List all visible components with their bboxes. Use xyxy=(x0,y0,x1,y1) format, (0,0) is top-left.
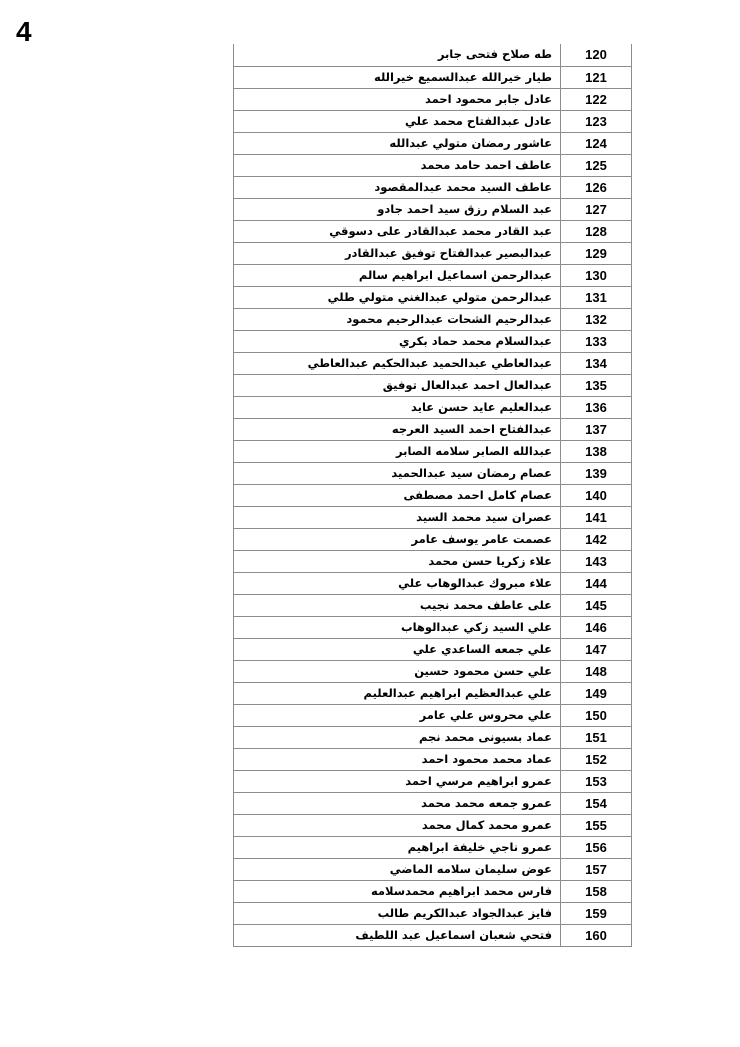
name-cell: عبدالعال احمد عبدالعال توفيق xyxy=(382,378,552,392)
table-row xyxy=(234,374,631,396)
table-row xyxy=(234,572,631,594)
number-cell: 149 xyxy=(560,683,631,704)
table-row xyxy=(234,528,631,550)
name-cell: طه صلاح فتحى جابر xyxy=(437,47,552,61)
table-row xyxy=(234,792,631,814)
name-cell: علي جمعه الساعدي علي xyxy=(412,642,552,656)
number-cell: 139 xyxy=(560,463,631,484)
number-cell: 123 xyxy=(560,111,631,132)
table-row xyxy=(234,836,631,858)
name-cell: عمرو ناجي خليفة ابراهيم xyxy=(407,840,552,854)
table-row xyxy=(234,814,631,836)
name-cell: عبدالعليم عايد حسن عايد xyxy=(411,400,552,414)
table-row xyxy=(234,616,631,638)
number-cell: 148 xyxy=(560,661,631,682)
table-row xyxy=(234,594,631,616)
table-row xyxy=(234,440,631,462)
table-row xyxy=(234,704,631,726)
page-number: 4 xyxy=(16,16,32,47)
number-cell: 121 xyxy=(560,67,631,88)
number-cell: 141 xyxy=(560,507,631,528)
number-cell: 152 xyxy=(560,749,631,770)
name-cell: عاشور رمضان متولي عبدالله xyxy=(389,136,552,150)
table-row xyxy=(234,154,631,176)
table-row xyxy=(234,132,631,154)
number-cell: 126 xyxy=(560,177,631,198)
table-row xyxy=(234,880,631,902)
name-cell: عبدالرحمن اسماعيل ابراهيم سالم xyxy=(358,268,552,282)
name-cell: عبدالسلام محمد حماد بكري xyxy=(398,334,552,348)
name-cell: عصمت عامر يوسف عامر xyxy=(411,532,552,546)
table-row xyxy=(234,264,631,286)
number-cell: 137 xyxy=(560,419,631,440)
name-cell: علي عبدالعظيم ابراهيم عبدالعليم xyxy=(363,686,552,700)
name-cell: عبدالعاطي عبدالحميد عبدالحكيم عبدالعاطي xyxy=(307,356,552,370)
number-cell: 133 xyxy=(560,331,631,352)
name-cell: علاء زكريا حسن محمد xyxy=(428,554,552,568)
name-cell: عادل عبدالفتاح محمد علي xyxy=(404,114,552,128)
number-cell: 140 xyxy=(560,485,631,506)
number-cell: 125 xyxy=(560,155,631,176)
name-cell: عاطف احمد حامد محمد xyxy=(420,158,552,172)
table-row xyxy=(234,726,631,748)
number-cell: 120 xyxy=(560,44,631,66)
number-cell: 136 xyxy=(560,397,631,418)
name-cell: عماد بسيونى محمد نجم xyxy=(418,730,552,744)
name-cell: علي حسن محمود حسين xyxy=(414,664,552,678)
table-row xyxy=(234,242,631,264)
table-row xyxy=(234,220,631,242)
name-cell: فارس محمد ابراهيم محمدسلامه xyxy=(370,884,552,898)
table-row xyxy=(234,308,631,330)
name-cell: عبدالفتاح احمد السيد العرجه xyxy=(391,422,552,436)
name-cell: علي السيد زكي عبدالوهاب xyxy=(401,620,552,634)
number-cell: 132 xyxy=(560,309,631,330)
table-row xyxy=(234,682,631,704)
name-cell: عصران سيد محمد السيد xyxy=(416,510,552,524)
name-cell: علاء مبروك عبدالوهاب علي xyxy=(398,576,552,590)
table-row xyxy=(234,484,631,506)
number-cell: 145 xyxy=(560,595,631,616)
number-cell: 159 xyxy=(560,903,631,924)
number-cell: 160 xyxy=(560,925,631,946)
name-cell: فايز عبدالجواد عبدالكريم طالب xyxy=(377,906,552,920)
table-row xyxy=(234,638,631,660)
number-cell: 138 xyxy=(560,441,631,462)
table-row xyxy=(234,924,631,946)
table-row xyxy=(234,506,631,528)
table-row xyxy=(234,660,631,682)
number-cell: 135 xyxy=(560,375,631,396)
table-row xyxy=(234,330,631,352)
number-cell: 127 xyxy=(560,199,631,220)
number-cell: 122 xyxy=(560,89,631,110)
number-cell: 143 xyxy=(560,551,631,572)
name-cell: عماد محمد محمود احمد xyxy=(421,752,552,766)
table-row xyxy=(234,352,631,374)
name-cell: عادل جابر محمود احمد xyxy=(425,92,552,106)
name-cell: طيار خيرالله عبدالسميع خيرالله xyxy=(373,70,552,84)
name-cell: عبد القادر محمد عبدالقادر على دسوقي xyxy=(329,224,552,238)
number-cell: 130 xyxy=(560,265,631,286)
number-cell: 147 xyxy=(560,639,631,660)
number-cell: 156 xyxy=(560,837,631,858)
name-cell: عمرو ابراهيم مرسي احمد xyxy=(405,774,552,788)
number-cell: 155 xyxy=(560,815,631,836)
number-cell: 154 xyxy=(560,793,631,814)
name-cell: عمرو جمعه محمد محمد xyxy=(421,796,552,810)
number-cell: 134 xyxy=(560,353,631,374)
table-row xyxy=(234,770,631,792)
number-cell: 151 xyxy=(560,727,631,748)
table-row xyxy=(234,44,631,66)
name-cell: عصام كامل احمد مصطفى xyxy=(403,488,552,502)
number-cell: 144 xyxy=(560,573,631,594)
table-row xyxy=(234,748,631,770)
number-cell: 124 xyxy=(560,133,631,154)
number-cell: 131 xyxy=(560,287,631,308)
table-row xyxy=(234,286,631,308)
name-cell: عبدالله الصابر سلامه الصابر xyxy=(395,444,552,458)
table-row xyxy=(234,902,631,924)
table-row xyxy=(234,462,631,484)
number-cell: 129 xyxy=(560,243,631,264)
table-row xyxy=(234,110,631,132)
name-cell: فتحي شعبان اسماعيل عبد اللطيف xyxy=(355,928,552,942)
table-row xyxy=(234,418,631,440)
table-row xyxy=(234,396,631,418)
name-cell: عبدالرحيم الشحات عبدالرحيم محمود xyxy=(346,312,552,326)
number-cell: 146 xyxy=(560,617,631,638)
names-table xyxy=(233,44,632,947)
number-cell: 157 xyxy=(560,859,631,880)
name-cell: عبدالبصير عبدالفتاح توفيق عبدالقادر xyxy=(344,246,552,260)
name-cell: عصام رمضان سيد عبدالحميد xyxy=(391,466,552,480)
number-cell: 153 xyxy=(560,771,631,792)
table-row xyxy=(234,176,631,198)
number-cell: 158 xyxy=(560,881,631,902)
name-cell: عاطف السيد محمد عبدالمقصود xyxy=(374,180,552,194)
number-cell: 150 xyxy=(560,705,631,726)
name-cell: عبد السلام رزق سيد احمد جادو xyxy=(377,202,552,216)
table-row xyxy=(234,198,631,220)
number-cell: 128 xyxy=(560,221,631,242)
name-cell: عوض سليمان سلامه الماضي xyxy=(389,862,552,876)
name-cell: عبدالرحمن متولي عبدالغني متولي طلي xyxy=(327,290,552,304)
name-cell: على عاطف محمد نجيب xyxy=(419,598,552,612)
name-cell: عمرو محمد كمال محمد xyxy=(421,818,552,832)
number-cell: 142 xyxy=(560,529,631,550)
table-row xyxy=(234,858,631,880)
table-row xyxy=(234,88,631,110)
name-cell: علي محروس علي عامر xyxy=(419,708,552,722)
table-row xyxy=(234,550,631,572)
table-row xyxy=(234,66,631,88)
